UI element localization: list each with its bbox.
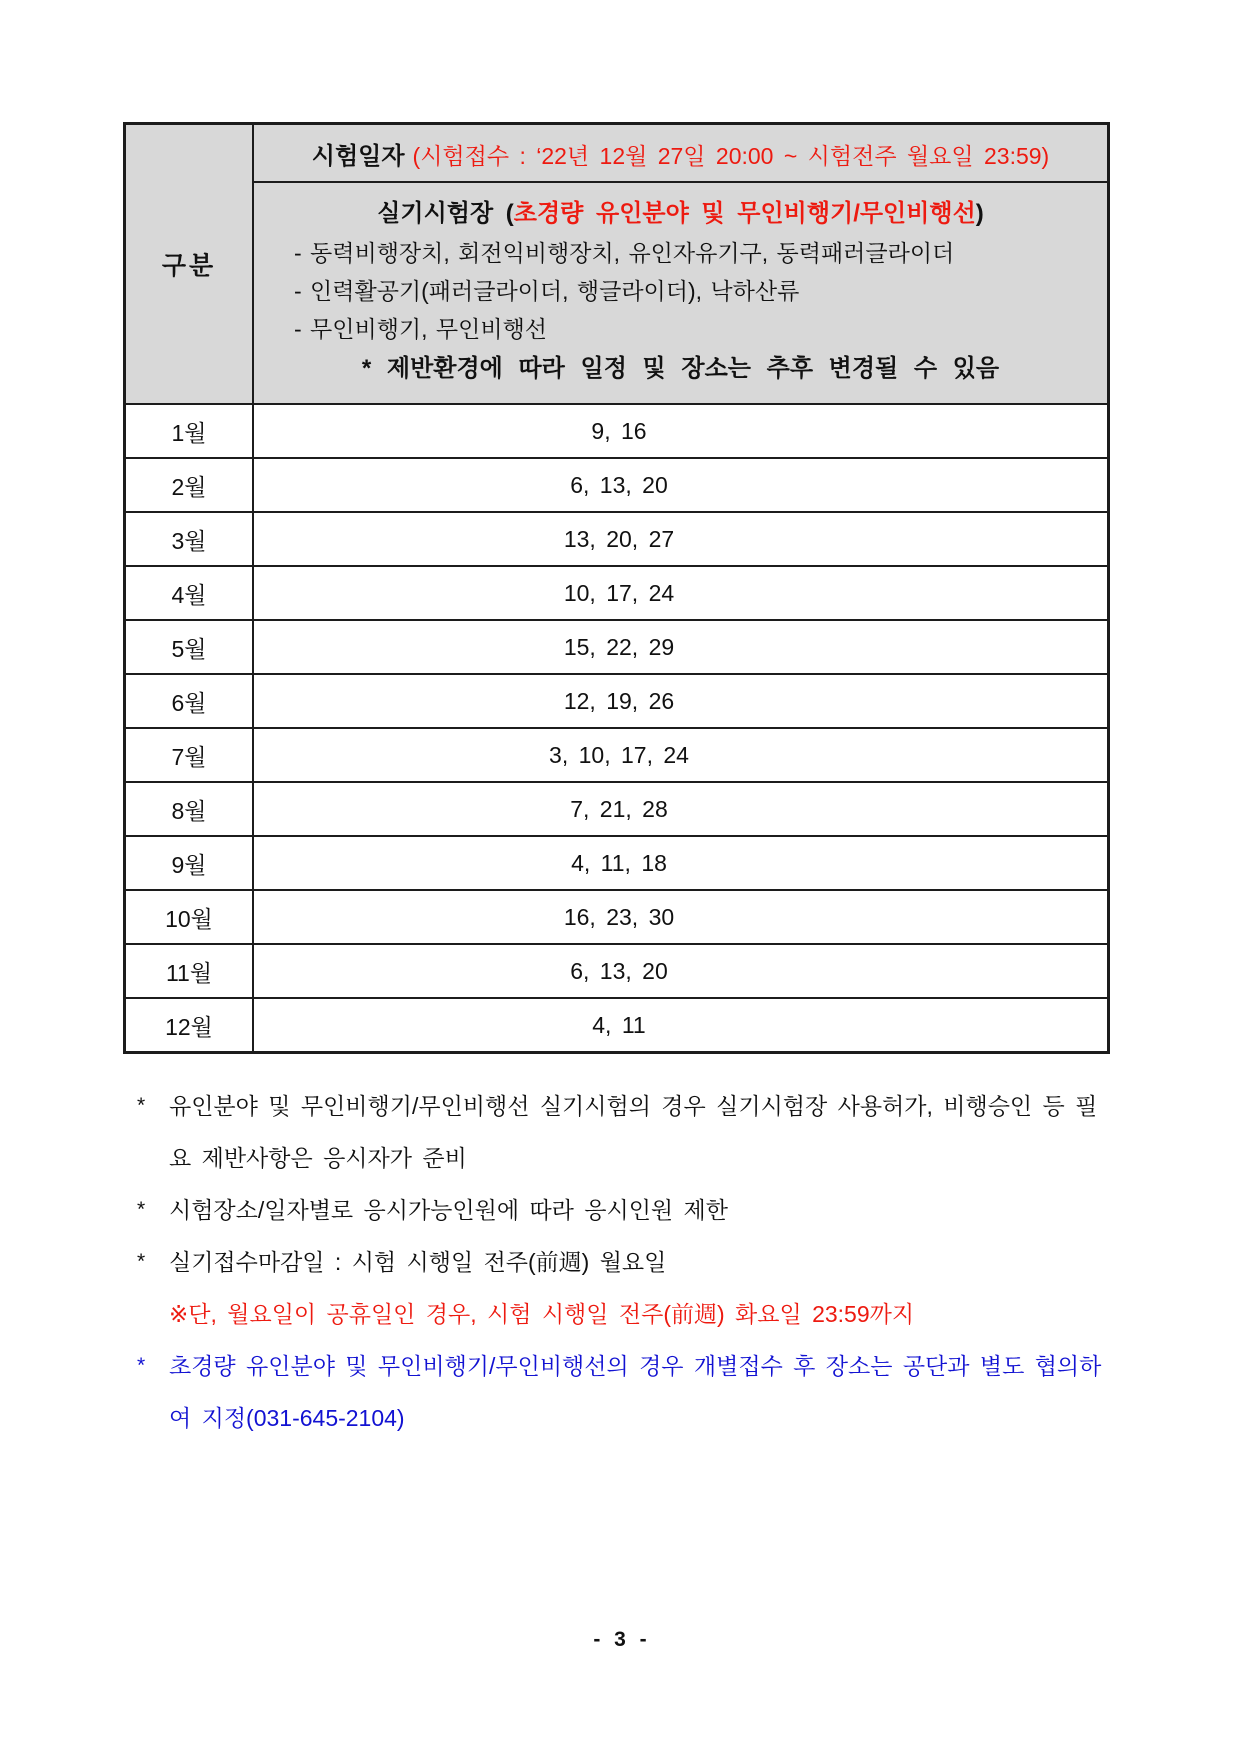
month-dates: 4, 11 [253, 998, 1109, 1053]
month-label: 12월 [125, 998, 254, 1053]
practical-site-header-cell [253, 182, 1109, 404]
corner-label: 구분 [161, 252, 217, 280]
table-row [125, 512, 1109, 566]
practical-site-title-highlight: 초경량 유인분야 및 무인비행기/무인비행선 [513, 200, 976, 227]
month-label: 1월 [125, 404, 254, 458]
footnote-text: 유인분야 및 무인비행기/무인비행선 실기시험의 경우 실기시험장 사용허가, 비행승인 등 필요 제반사항은 응시자가 준비 [169, 1093, 1098, 1171]
month-dates: 6, 13, 20 [253, 944, 1109, 998]
asterisk-marker: * [137, 1354, 146, 1377]
table-row [125, 674, 1109, 728]
schedule-change-note: * 제반환경에 따라 일정 및 장소는 추후 변경될 수 있음 [361, 355, 1000, 382]
month-dates: 7, 21, 28 [253, 782, 1109, 836]
month-label: 7월 [125, 728, 254, 782]
aircraft-category-item: - 인력활공기(패러글라이더, 행글라이더), 낙하산류 [294, 278, 800, 304]
exam-schedule-table [123, 122, 1110, 1054]
month-dates: 6, 13, 20 [253, 458, 1109, 512]
table-row [125, 404, 1109, 458]
month-dates: 10, 17, 24 [253, 566, 1109, 620]
practical-site-title-prefix: 실기시험장 ( [377, 200, 514, 227]
footnote-holiday-exception: ※단, 월요일이 공휴일인 경우, 시험 시행일 전주(前週) 화요일 23:59까지 [169, 1301, 915, 1327]
footnotes-section [123, 1080, 1118, 1444]
month-label: 10월 [125, 890, 254, 944]
month-dates: 13, 20, 27 [253, 512, 1109, 566]
month-label: 8월 [125, 782, 254, 836]
header-row-1 [125, 124, 1109, 183]
table-row [125, 566, 1109, 620]
month-label: 2월 [125, 458, 254, 512]
header-row-2 [125, 182, 1109, 404]
table-row [125, 944, 1109, 998]
month-dates: 12, 19, 26 [253, 674, 1109, 728]
page-number: - 3 - [593, 1628, 647, 1651]
month-label: 5월 [125, 620, 254, 674]
month-dates: 16, 23, 30 [253, 890, 1109, 944]
footnote-registration-deadline [123, 1236, 1118, 1288]
exam-date-title: 시험일자 [311, 142, 405, 170]
month-dates: 4, 11, 18 [253, 836, 1109, 890]
footnote-text: 초경량 유인분야 및 무인비행기/무인비행선의 경우 개별접수 후 장소는 공단과 별도 협의하여 지정(031-645-2104) [169, 1353, 1102, 1431]
footnote-site-preparation [123, 1080, 1118, 1184]
practical-site-title [264, 194, 1097, 234]
footnote-text: 시험장소/일자별로 응시가능인원에 따라 응시인원 제한 [169, 1197, 728, 1223]
table-row [125, 890, 1109, 944]
asterisk-marker: * [137, 1250, 146, 1273]
month-label: 9월 [125, 836, 254, 890]
month-label: 11월 [125, 944, 254, 998]
aircraft-category-item: - 무인비행기, 무인비행선 [294, 316, 548, 342]
table-row [125, 728, 1109, 782]
table-row [125, 620, 1109, 674]
table-row [125, 782, 1109, 836]
aircraft-category-item: - 동력비행장치, 회전익비행장치, 유인자유기구, 동력패러글라이더 [294, 240, 955, 266]
table-row [125, 458, 1109, 512]
exam-registration-period: (시험접수 : ‘22년 12월 27일 20:00 ~ 시험전주 월요일 23:59) [412, 142, 1050, 169]
asterisk-marker: * [137, 1198, 146, 1221]
month-dates: 9, 16 [253, 404, 1109, 458]
month-dates: 15, 22, 29 [253, 620, 1109, 674]
table-row [125, 998, 1109, 1053]
footnote-individual-registration [123, 1340, 1118, 1444]
exam-date-header-cell [253, 124, 1109, 183]
practical-site-title-suffix: ) [975, 200, 984, 227]
month-label: 3월 [125, 512, 254, 566]
month-label: 6월 [125, 674, 254, 728]
footnote-text: 실기접수마감일 : 시험 시행일 전주(前週) 월요일 [169, 1249, 667, 1275]
asterisk-marker: * [137, 1094, 146, 1117]
month-label: 4월 [125, 566, 254, 620]
month-dates: 3, 10, 17, 24 [253, 728, 1109, 782]
footnote-capacity-limit [123, 1184, 1118, 1236]
corner-cell [125, 124, 254, 405]
table-row [125, 836, 1109, 890]
